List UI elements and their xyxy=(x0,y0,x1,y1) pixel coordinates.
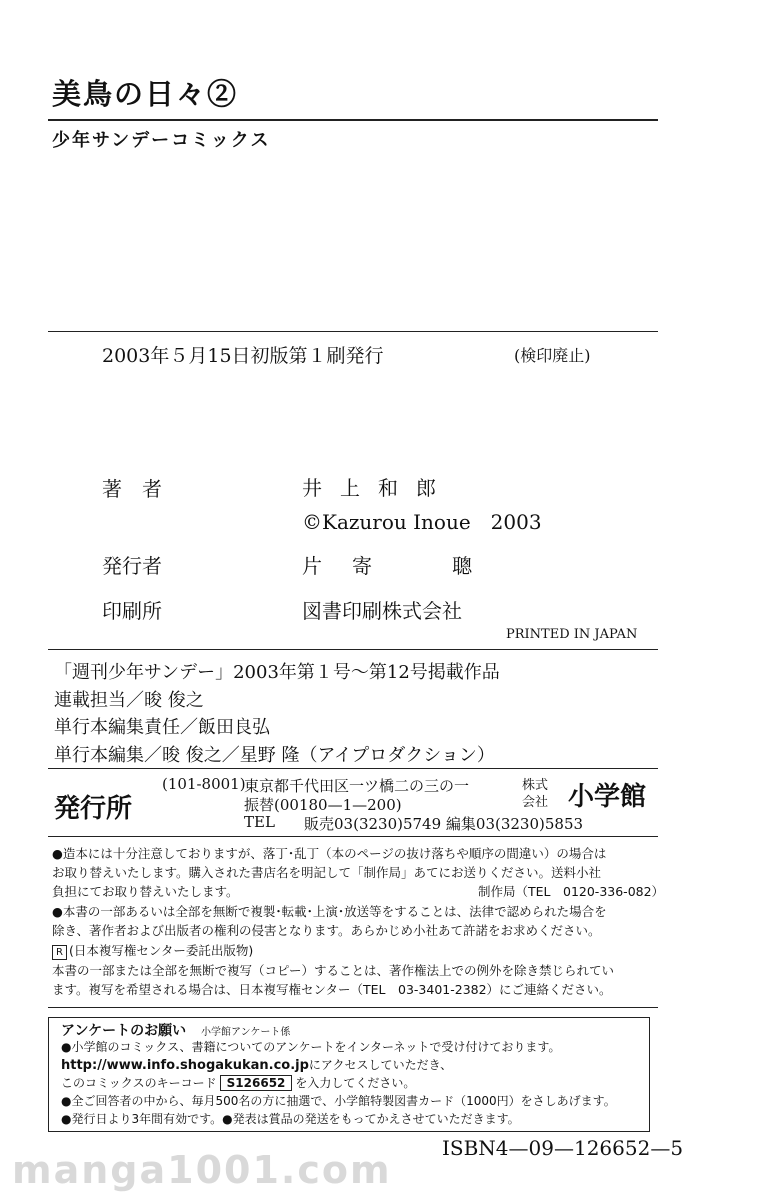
publisher-name: 小学館 xyxy=(568,782,647,812)
survey-title: アンケートのお願い xyxy=(61,1023,187,1039)
notice-3-line-2: ます。複写を希望される場合は、日本複写権センター（TEL 03-3401-2382）にご連絡ください。 xyxy=(52,982,612,997)
serial-rule xyxy=(48,649,658,650)
survey-dept: 小学館アンケート係 xyxy=(201,1027,291,1038)
corp-mark-bottom: 会社 xyxy=(522,795,549,810)
tel-label: TEL xyxy=(244,813,275,831)
notice-1-line-1: ●造本には十分注意しておりますが、落丁･乱丁（本のページの抜け落ちや順序の間違い）の場合は xyxy=(52,846,607,861)
registered-r-icon: R xyxy=(52,945,67,960)
survey-url-suffix: にアクセスしていただき、 xyxy=(308,1058,453,1072)
corp-mark-top: 株式 xyxy=(522,778,549,793)
watermark-text: manga1001.com xyxy=(12,1148,392,1192)
furikae-account: 振替(00180—1—200) xyxy=(244,796,402,814)
isbn: ISBN4—09—126652—5 xyxy=(442,1136,684,1160)
survey-key-suffix: を入力してください。 xyxy=(295,1076,416,1090)
first-edition: 2003年５月15日初版第１刷発行 xyxy=(102,345,384,367)
serial-line-4: 単行本編集／晙 俊之／星野 隆（アイプロダクション） xyxy=(54,745,495,766)
survey-key-prefix: このコミックスのキーコード xyxy=(61,1076,217,1090)
printer-name: 図書印刷株式会社 xyxy=(302,599,462,623)
notice-1-line-3: 負担にてお取り替えいたします。 xyxy=(52,884,239,899)
survey-line-4: ●全ご回答者の中から、毎月500名の方に抽選で、小学館特製図書カード（1000円）をさしあげます。 xyxy=(61,1094,616,1108)
survey-key-line xyxy=(61,1074,415,1091)
printer-label: 印刷所 xyxy=(102,599,162,623)
serial-line-2: 連載担当／晙 俊之 xyxy=(54,690,204,711)
copyright-line: ©Kazurou Inoue 2003 xyxy=(302,510,542,534)
publisher-rule xyxy=(48,768,658,769)
book-title: 美鳥の日々② xyxy=(52,77,239,111)
publisher-person-label: 発行者 xyxy=(102,554,162,578)
publisher-person: 片寄 聰 xyxy=(302,554,502,578)
postal-code: (101-8001) xyxy=(162,775,246,793)
notice-3-heading xyxy=(52,942,253,961)
publisher-address: 東京都千代田区一ツ橋二の三の一 xyxy=(244,777,470,795)
notice-1-contact: 制作局（TEL 0120-336-082） xyxy=(478,884,665,899)
notice-2-line-1: ●本書の一部あるいは全部を無断で複製･転載･上演･放送等をすることは、法律で認められた場合を xyxy=(52,904,607,919)
survey-url[interactable]: http://www.info.shogakukan.co.jp xyxy=(61,1058,309,1073)
printed-in-japan: PRINTED IN JAPAN xyxy=(506,627,638,642)
notice-3-heading-text: (日本複写権センター委託出版物) xyxy=(69,943,254,958)
survey-line-1: ●小学館のコミックス、書籍についてのアンケートをインターネットで受け付けております。 xyxy=(61,1040,561,1054)
notices-rule xyxy=(48,836,658,837)
tel-numbers: 販売03(3230)5749 編集03(3230)5853 xyxy=(304,815,584,833)
notice-1-line-2: お取り替えいたします。購入された書店名を明記して「制作局」あてにお送りください。送料小社 xyxy=(52,865,602,880)
author-label: 著 者 xyxy=(102,477,162,501)
seal-note: (検印廃止) xyxy=(514,346,591,365)
survey-url-line xyxy=(61,1056,452,1073)
edition-rule xyxy=(48,331,658,332)
series-label: 少年サンデーコミックス xyxy=(52,130,271,151)
notice-2-line-2: 除き、著作者および出版者の権利の侵害となります。あらかじめ小社あて許諾をお求めください。 xyxy=(52,923,601,938)
key-code-badge: S126652 xyxy=(220,1075,293,1091)
survey-box xyxy=(48,1017,650,1132)
survey-rule xyxy=(48,1007,658,1008)
serial-line-3: 単行本編集責任／飯田良弘 xyxy=(54,717,270,738)
publisher-label: 発行所 xyxy=(54,794,133,824)
serial-line-1: 「週刊少年サンデー」2003年第１号〜第12号掲載作品 xyxy=(54,662,500,683)
author-name: 井上和郎 xyxy=(302,476,454,500)
title-rule xyxy=(48,119,658,121)
notice-3-line-1: 本書の一部または全部を無断で複写（コピー）することは、著作権法上での例外を除き禁じられてい xyxy=(52,963,615,978)
survey-line-5: ●発行日より3年間有効です。●発表は賞品の発送をもってかえさせていただきます。 xyxy=(61,1112,520,1126)
